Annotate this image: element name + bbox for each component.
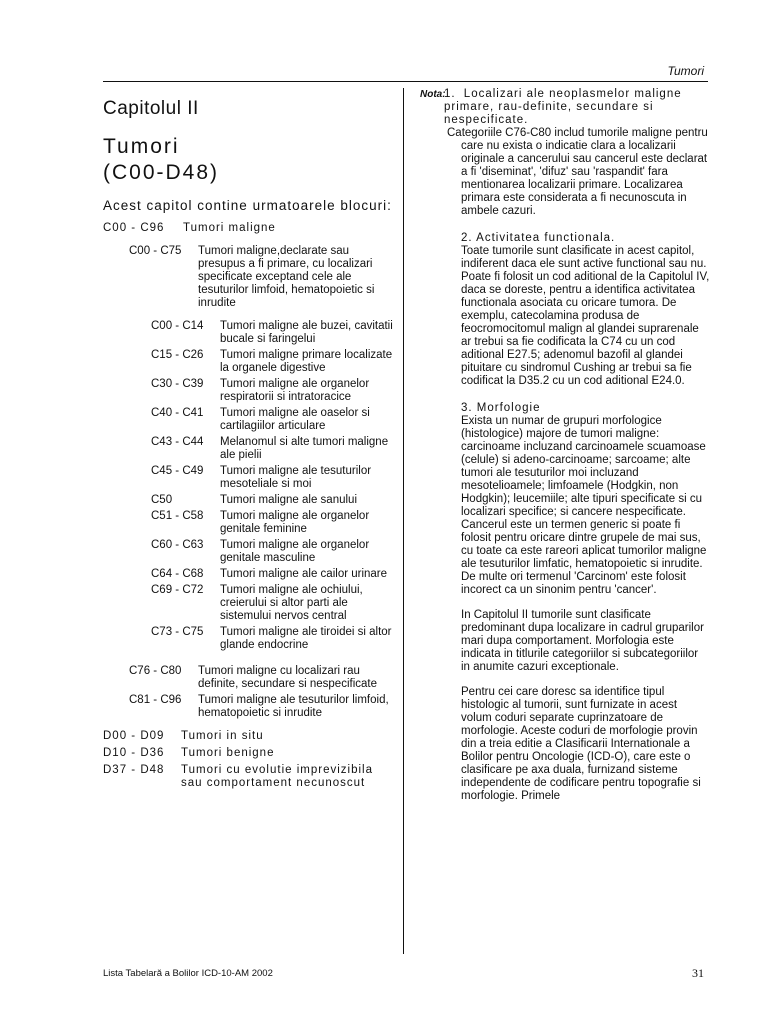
block-entry: [103, 245, 393, 310]
chapter-label: Capitolul II: [103, 98, 199, 119]
note-2-body: Toate tumorile sunt clasificate in acest capitol, indiferent daca ele sunt active functional sau nu. Poate fi folosit un cod aditional de la Capitolul IV, daca se doreste, pentru a identifica activitatea functionala asociata cu oricare tumora. De exemplu, catecolamina produsa de feocromocitomul malign al glandei suprarenale ar trebui sa fie codificata la C74 cu un cod aditional E27.5; adenomul bazofil al glandei pituitare cu sindromul Cushing ar trebui sa fie codificat la D35.2 cu un cod aditional E24.0.: [461, 245, 710, 387]
block-code: C73 - C75: [151, 626, 204, 638]
block-entry: [103, 626, 393, 652]
left-column: [103, 98, 393, 790]
block-code: C51 - C58: [151, 510, 204, 522]
block-entry: [103, 320, 393, 346]
block-entry: [103, 465, 393, 491]
note-3-title: 3. Morfologie: [461, 402, 541, 414]
block-label: Tumori maligne ale organelor respiratorii si intratoracice: [220, 378, 370, 403]
header-rule: [103, 81, 708, 82]
block-code: C00 - C75: [129, 245, 182, 257]
block-label: Tumori maligne ale cailor urinare: [220, 568, 388, 580]
block-entry: [103, 665, 393, 691]
block-code: C43 - C44: [151, 436, 204, 448]
block-code: C40 - C41: [151, 407, 204, 419]
block-entry: [103, 436, 393, 462]
block-label: Tumori maligne,declarate sau presupus a fi primare, cu localizari specificate exceptand cele ale tesuturilor limfoid, hematopoietic si inrudite: [198, 245, 375, 309]
block-label: Tumori in situ: [181, 730, 264, 742]
right-column: [420, 88, 710, 803]
page-number: 31: [692, 966, 704, 980]
block-label: Tumori maligne cu localizari rau definite, secundare si nespecificate: [198, 665, 377, 690]
sub-block-list: [103, 320, 393, 652]
running-head: Tumori: [667, 64, 704, 78]
block-code: D37 - D48: [103, 764, 165, 776]
note-1-number: 1.: [444, 88, 456, 100]
block-label: Tumori maligne ale oaselor si cartilagiilor articulare: [220, 407, 370, 432]
block-label: Tumori maligne ale tesuturilor mesoteliale si moi: [220, 465, 372, 490]
block-code: C30 - C39: [151, 378, 204, 390]
block-entry: [103, 730, 393, 743]
block-entry: [103, 494, 393, 507]
chapter-intro: Acest capitol contine urmatoarele blocuri:: [103, 198, 392, 213]
block-entry: [103, 349, 393, 375]
block-label: Tumori cu evolutie imprevizibila sau comportament necunoscut: [181, 764, 373, 789]
block-label: Tumori maligne ale tiroidei si altor glande endocrine: [220, 626, 392, 651]
chapter-title-line1: Tumori: [103, 135, 180, 158]
block-entry: [103, 378, 393, 404]
note-2-title: 2. Activitatea functionala.: [461, 232, 616, 244]
block-label: Tumori maligne primare localizate la organele digestive: [220, 349, 393, 374]
block-code: C00 - C96: [103, 222, 165, 234]
block-code: C45 - C49: [151, 465, 204, 477]
block-code: C00 - C14: [151, 320, 204, 332]
block-label: Tumori maligne: [183, 222, 276, 234]
block-entry: [103, 694, 393, 720]
block-entry: [103, 222, 393, 235]
block-label: Tumori maligne ale buzei, cavitatii bucale si faringelui: [220, 320, 393, 345]
block-entry: [103, 584, 393, 623]
note-label: Nota:: [420, 89, 446, 100]
block-label: Tumori maligne ale tesuturilor limfoid, hematopoietic si inrudite: [198, 694, 389, 719]
block-code: C64 - C68: [151, 568, 204, 580]
note-1-title-text: Localizari ale neoplasmelor maligne primare, rau-definite, secundare si nespecificate.: [444, 88, 682, 126]
note-3-body: Exista un numar de grupuri morfologice (histologice) majore de tumori maligne: carcinoame incluzand carcinoamele scuamoase (celule) si adeno-carcinoame; sarcoame; alte tumori ale tesuturilor moi incluzand mesotelioamele; limfoamele (Hodgkin, non Hodgkin); leucemiile; alte tipuri specificate si cu localizari specifice; si cancere nespecificate. Cancerul este un termen generic si poate fi folosit pentru oricare dintre grupele de mai sus, cu toate ca este rareori aplicat tumorilor maligne ale tesuturilor limfatic, hematopoietic si inrudite. De multe ori termenul 'Carcinom' este folosit incorect ca un sinonim pentru 'cancer'.: [461, 415, 707, 596]
chapter-title-line2: (C00-D48): [103, 161, 220, 184]
chapter-title: [103, 134, 393, 186]
footer-title: Lista Tabelară a Bolilor ICD-10-AM 2002: [103, 968, 273, 979]
block-code: C81 - C96: [129, 694, 182, 706]
paragraph: In Capitolul II tumorile sunt clasificate predominant dupa localizare in cadrul gruparilor mari dupa comportament. Morfologia este indicata in titlurile categoriilor si subcategoriilor in anumite cazuri exceptionale.: [461, 609, 704, 673]
block-entry: [103, 568, 393, 581]
block-entry: [103, 510, 393, 536]
block-label: Tumori maligne ale sanului: [220, 494, 358, 506]
block-label: Tumori benigne: [181, 747, 275, 759]
block-code: C15 - C26: [151, 349, 204, 361]
block-code: C60 - C63: [151, 539, 204, 551]
block-label: Tumori maligne ale organelor genitale feminine: [220, 510, 370, 535]
block-code: C76 - C80: [129, 665, 182, 677]
note-1-title: [420, 88, 710, 127]
block-code: D00 - D09: [103, 730, 165, 742]
block-code: C50: [151, 494, 173, 506]
block-label: Tumori maligne ale organelor genitale masculine: [220, 539, 370, 564]
block-code: C69 - C72: [151, 584, 204, 596]
block-entry: [103, 764, 393, 790]
block-code: D10 - D36: [103, 747, 165, 759]
block-label: Tumori maligne ale ochiului, creierului si altor parti ale sistemului nervos central: [220, 584, 363, 622]
paragraph: Pentru cei care doresc sa identifice tipul histologic al tumorii, sunt furnizate in acest volum coduri separate cuprinzatoare de morfologie. Aceste coduri de morfologie provin din a treia editie a Clasificarii Internationale a Bolilor pentru Oncologie (ICD-O), care este o clasificare pe axa duala, furnizand sisteme independente de codificare pentru topografie si morfologie. Primele: [461, 686, 701, 802]
block-label: Melanomul si alte tumori maligne ale pielii: [220, 436, 389, 461]
column-divider: [403, 88, 404, 954]
block-entry: [103, 407, 393, 433]
block-entry: [103, 539, 393, 565]
note-1-body: Categoriile C76-C80 includ tumorile maligne pentru care nu exista o indicatie clara a localizarii originale a cancerului sau cancerul este declarat a fi 'diseminat', 'difuz' sau 'raspandit' fara mentionarea localizarii primare. Localizarea primara este considerata a fi necunoscuta in ambele cazuri.: [447, 127, 708, 217]
block-entry: [103, 747, 393, 760]
